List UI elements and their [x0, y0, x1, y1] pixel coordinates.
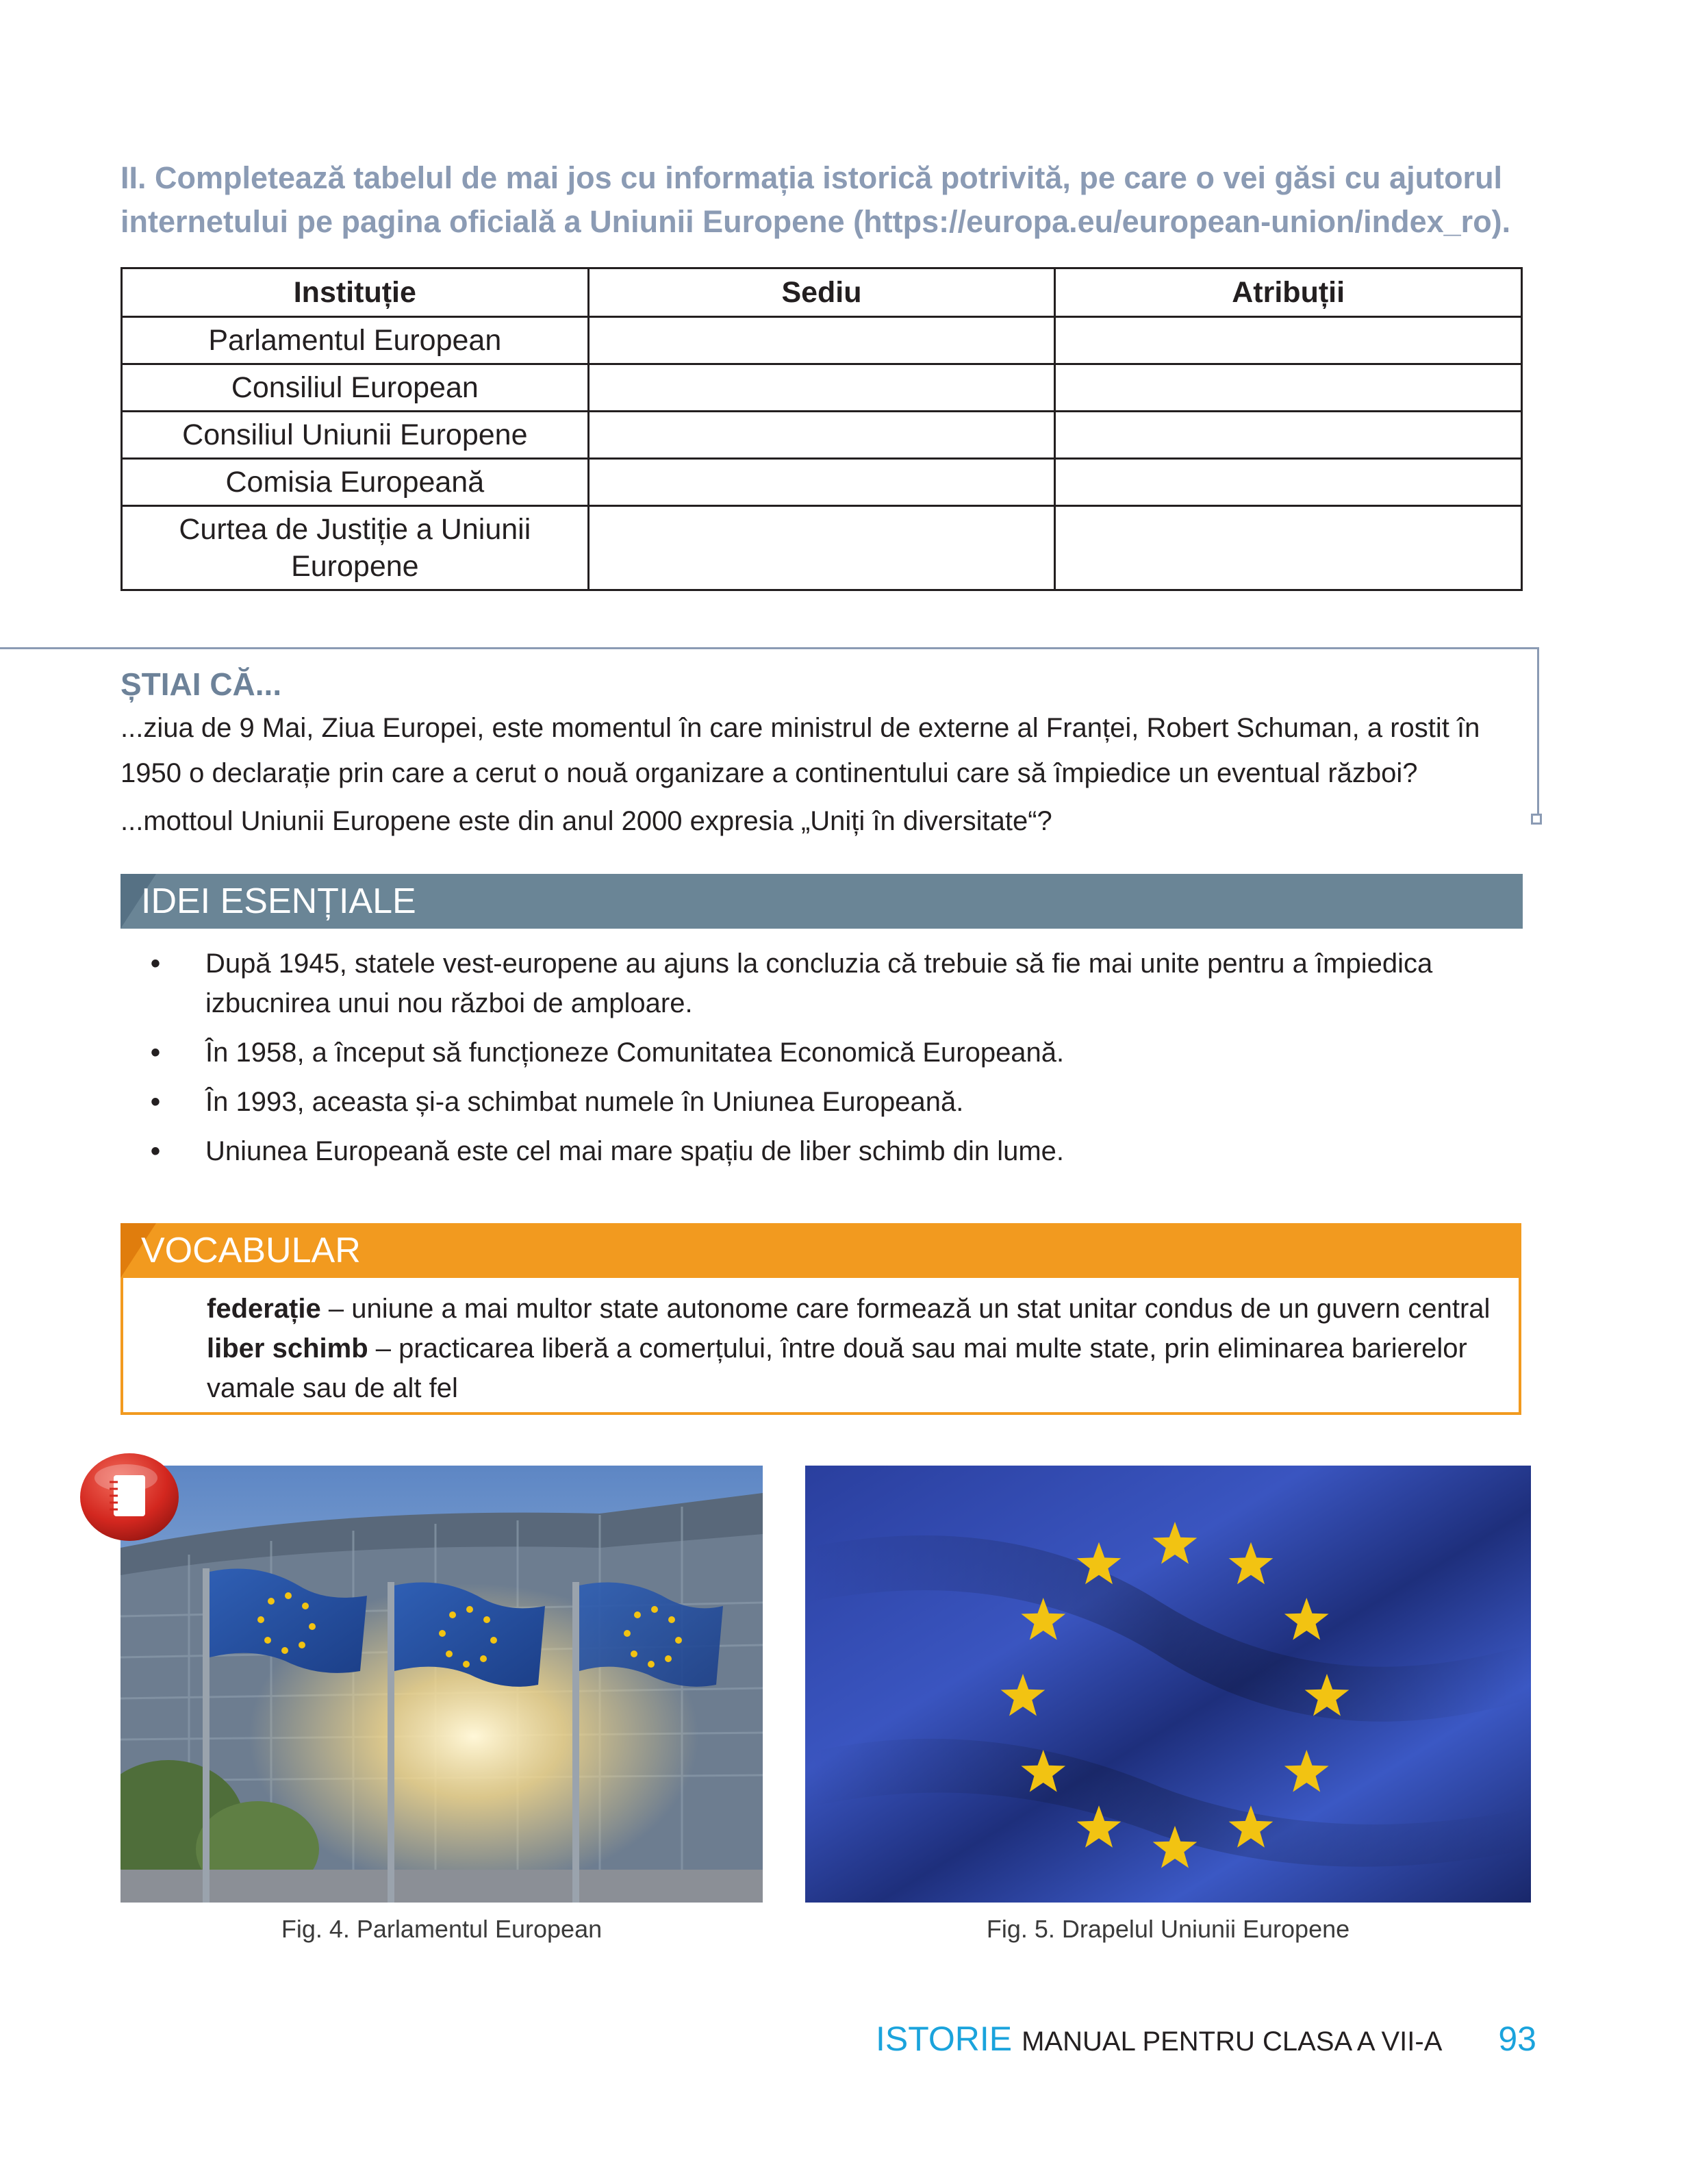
institution-cell: Consiliul European [122, 364, 589, 412]
institution-cell: Parlamentul European [122, 317, 589, 364]
page-footer [842, 2019, 1536, 2059]
figure-5-caption: Fig. 5. Drapelul Uniunii Europene [986, 1915, 1350, 1943]
seat-cell[interactable] [588, 412, 1055, 459]
seat-cell[interactable] [588, 364, 1055, 412]
vocabulary-definition: – practicarea liberă a comerțului, între două sau mai multe state, prin eliminarea barierelor vamale sau de alt fel [207, 1333, 1467, 1403]
vocabulary-term: federație [207, 1294, 321, 1324]
table-row [122, 412, 1522, 459]
table-row [122, 459, 1522, 506]
did-you-know-item: ...ziua de 9 Mai, Ziua Europei, este momentul în care ministrul de externe al Franței, Robert Schuman, a rostit în 1950 o declarație prin care a cerut o nouă organizare a continentului care să împiedice un eventual război? [121, 713, 1480, 788]
attributions-cell[interactable] [1055, 506, 1522, 590]
header-institution: Instituție [122, 268, 589, 317]
vocabulary-definition: – uniune a mai multor state autonome care formează un stat unitar condus de un guvern central [320, 1294, 1491, 1324]
attributions-cell[interactable] [1055, 412, 1522, 459]
footer-subject: ISTORIE [875, 2020, 1013, 2058]
vocabulary-title: VOCABULAR [141, 1231, 361, 1270]
did-you-know-corner-marker [1531, 814, 1542, 825]
table-row [122, 317, 1522, 364]
list-item: • În 1958, a început să funcționeze Comunitatea Economică Europeană. [151, 1033, 1527, 1072]
vocabulary-entry [207, 1289, 1508, 1329]
did-you-know-item: ...mottoul Uniunii Europene este din anul 2000 expresia „Uniți în diversitate“? [121, 806, 1052, 836]
seat-cell[interactable] [588, 459, 1055, 506]
table-row [122, 506, 1522, 590]
institutions-table [121, 267, 1523, 591]
institution-cell: Curtea de Justiție a Uniunii Europene [122, 506, 589, 590]
table-header-row [122, 268, 1522, 317]
key-ideas-title: IDEI ESENȚIALE [141, 881, 416, 921]
table-row [122, 364, 1522, 412]
list-item: • În 1993, aceasta și-a schimbat numele în Uniunea Europeană. [151, 1082, 1527, 1122]
header-attributions: Atribuții [1055, 268, 1522, 317]
seat-cell[interactable] [588, 506, 1055, 590]
key-ideas-list [151, 944, 1527, 1181]
header-seat: Sediu [588, 268, 1055, 317]
did-you-know-border-top [0, 647, 1539, 649]
list-item: • Uniunea Europeană este cel mai mare spațiu de liber schimb din lume. [151, 1131, 1527, 1171]
did-you-know-title: ȘTIAI CĂ... [121, 666, 282, 702]
attributions-cell[interactable] [1055, 364, 1522, 412]
list-item: • După 1945, statele vest-europene au ajuns la concluzia că trebuie să fie mai unite pentru a împiedica izbucnirea unui nou război de amploare. [151, 944, 1527, 1023]
attributions-cell[interactable] [1055, 459, 1522, 506]
eu-flag-photo [805, 1466, 1531, 1903]
attributions-cell[interactable] [1055, 317, 1522, 364]
figure-4-caption: Fig. 4. Parlamentul European [281, 1915, 603, 1943]
page-number: 93 [1498, 2020, 1536, 2058]
footer-manual-title: MANUAL PENTRU CLASA A VII-A [1022, 2026, 1443, 2057]
institution-cell: Comisia Europeană [122, 459, 589, 506]
did-you-know-text [121, 705, 1517, 846]
task-instruction: II. Completează tabelul de mai jos cu informația istorică potrivită, pe care o vei găsi cu ajutorul internetului pe pagina oficială a Uniunii Europene (https://europa.eu/european-union/index_ro). [121, 160, 1511, 239]
seat-cell[interactable] [588, 317, 1055, 364]
notebook-icon [78, 1451, 181, 1544]
vocabulary-entries [207, 1289, 1508, 1408]
parliament-photo [121, 1466, 763, 1903]
did-you-know-border-right [1537, 647, 1539, 817]
vocabulary-term: liber schimb [207, 1333, 368, 1364]
institution-cell: Consiliul Uniunii Europene [122, 412, 589, 459]
vocabulary-entry [207, 1329, 1508, 1408]
